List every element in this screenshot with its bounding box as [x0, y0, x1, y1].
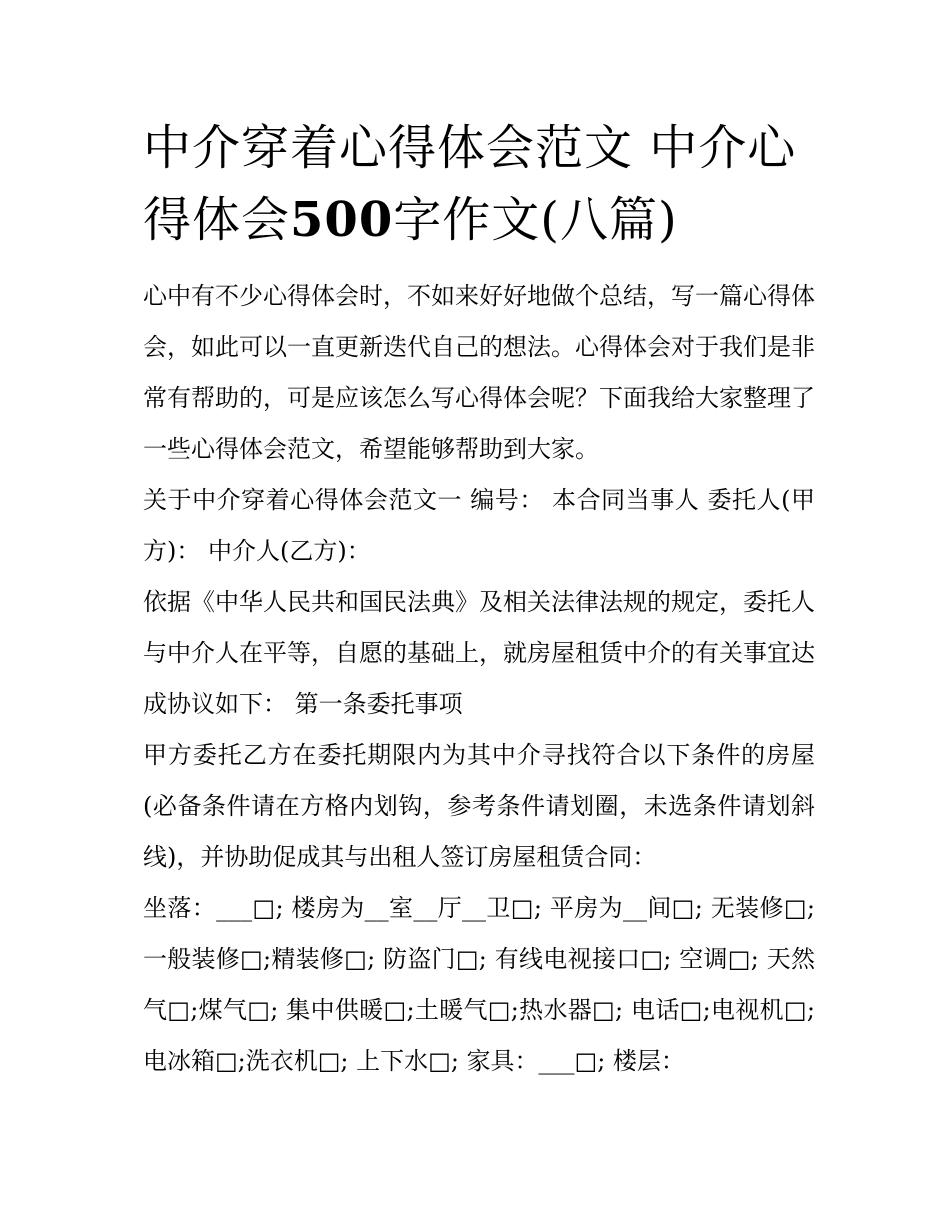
document-page — [143, 112, 815, 1087]
document-body — [143, 271, 815, 1087]
paragraph-commission: 甲方委托乙方在委托期限内为其中介寻找符合以下条件的房屋(必备条件请在方格内划钩，参考条件请划圈，未选条件请划斜线)，并协助促成其与出租人签订房屋租赁合同： — [143, 741, 815, 871]
document-title — [143, 112, 815, 256]
paragraph-contract-parties: 关于中介穿着心得体会范文一 编号： 本合同当事人 委托人(甲方)： 中介人(乙方)： — [143, 486, 815, 565]
paragraph-legal-basis: 依据《中华人民共和国民法典》及相关法律法规的规定，委托人与中介人在平等，自愿的基础上，就房屋租赁中介的有关事宜达成协议如下： 第一条委托事项 — [143, 588, 815, 718]
paragraph-house-conditions: 坐落：___□; 楼房为__室__厅__卫□; 平房为__间□; 无装修□;一般装修□;精装修□; 防盗门□; 有线电视接口□; 空调□; 天然气□;煤气□; 集中供暖□;土暖气□;热水器□; 电话□;电视机□;电冰箱□;洗衣机□; 上下水□; 家具：___□; 楼层： — [143, 894, 815, 1075]
title-number: 500 — [290, 192, 394, 248]
title-part-1: 中介穿着心得体会范文 中介心得体会 — [143, 120, 797, 248]
title-part-2: 字作文(八篇) — [393, 192, 678, 248]
paragraph-intro: 心中有不少心得体会时，不如来好好地做个总结，写一篇心得体会，如此可以一直更新迭代自己的想法。心得体会对于我们是非常有帮助的，可是应该怎么写心得体会呢？下面我给大家整理了一些心得体会范文，希望能够帮助到大家。 — [143, 282, 815, 463]
